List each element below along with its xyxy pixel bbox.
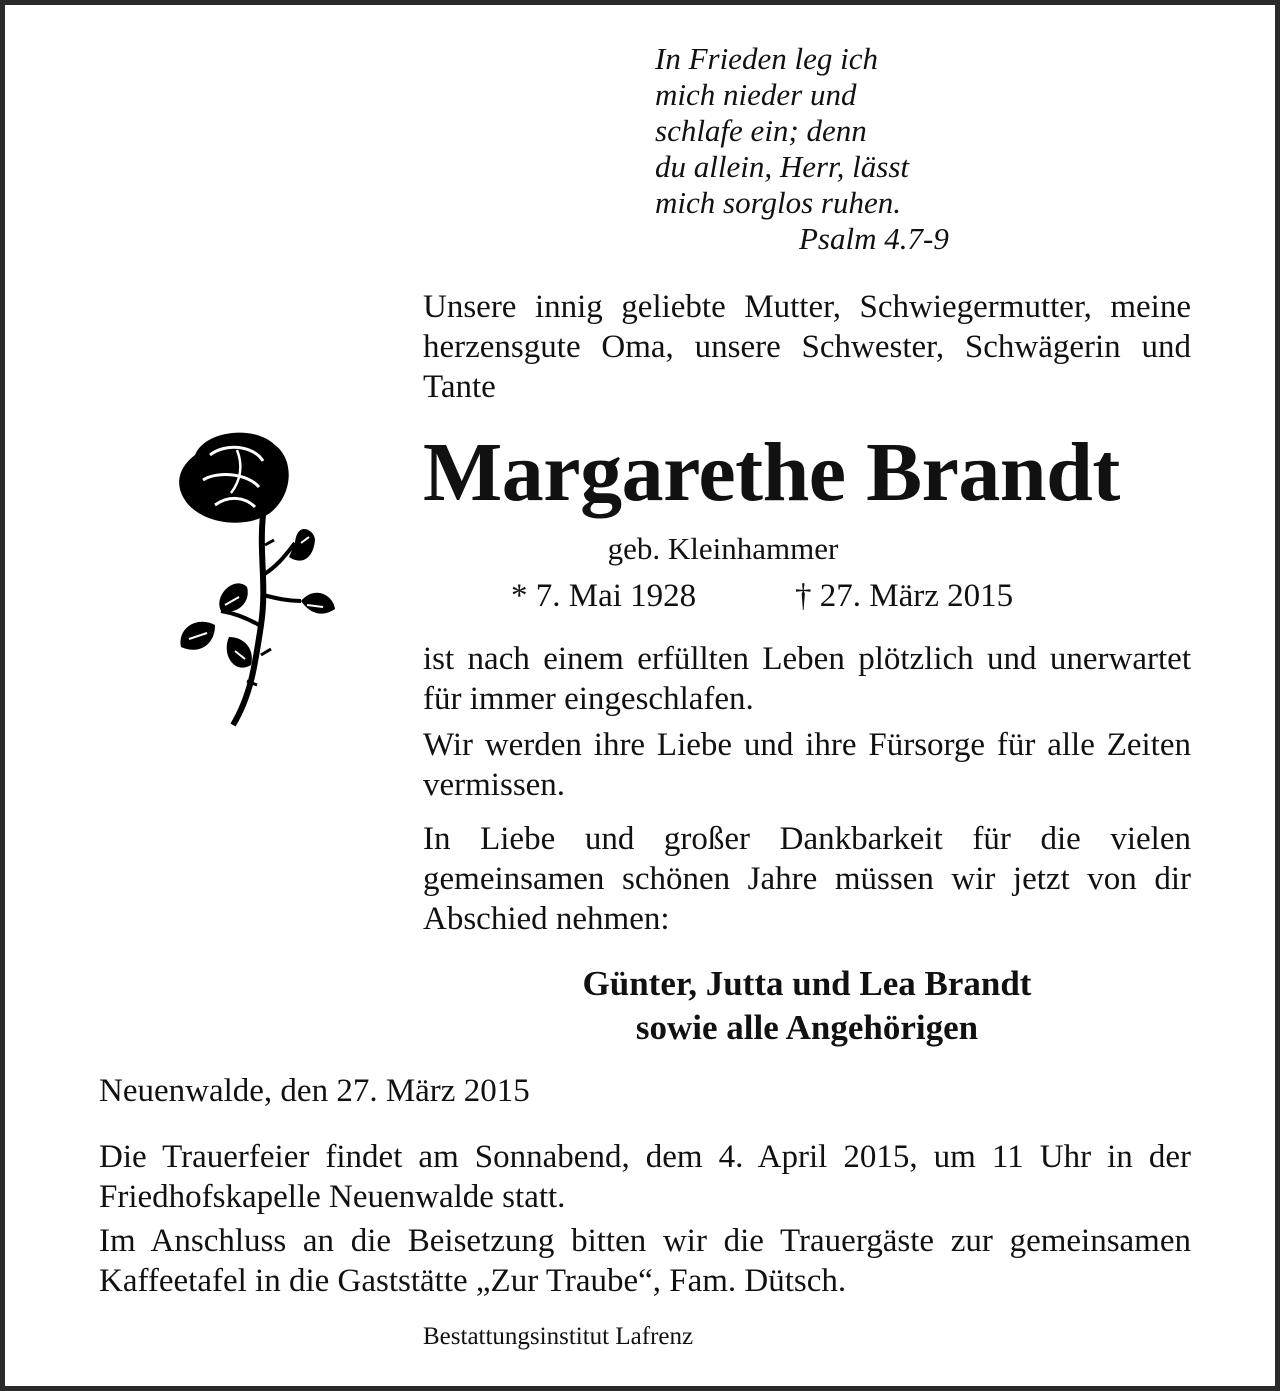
family-line: Günter, Jutta und Lea Brandt: [582, 964, 1032, 1003]
family-line: sowie alle Angehörigen: [635, 1008, 979, 1047]
psalm-reference: Psalm 4.7-9: [799, 221, 949, 256]
passage-text: ist nach einem erfüllten Leben plötzlich und unerwartet für immer eingeschlafen.: [423, 641, 1191, 717]
intro-text: Unsere innig geliebte Mutter, Schwiegermutter, meine herzensgute Oma, unsere Schwester, Schwägerin und Tante: [423, 289, 1191, 405]
psalm-line: mich nieder und: [655, 77, 857, 112]
undertaker-name: Bestattungsinstitut Lafrenz: [423, 1323, 694, 1350]
psalm-line: In Frieden leg ich: [655, 41, 878, 76]
passage-text: Wir werden ihre Liebe und ihre Fürsorge für alle Zeiten vermissen.: [423, 727, 1191, 803]
death-date: † 27. März 2015: [795, 578, 1014, 614]
reception-text: Im Anschluss an die Beisetzung bitten wir die Trauergäste zur gemeinsamen Kaffeetafel in die Gaststätte „Zur Traube“, Fam. Dütsch.: [99, 1223, 1191, 1299]
family-signature: [423, 962, 1191, 1050]
rose-icon: [155, 425, 345, 735]
psalm-line: du allein, Herr, lässt: [655, 149, 910, 184]
ceremony-text: Die Trauerfeier findet am Sonnabend, dem 4. April 2015, um 11 Uhr in der Friedhofskapelle Neuenwalde statt.: [99, 1139, 1191, 1215]
maiden-name: geb. Kleinhammer: [607, 531, 839, 566]
psalm-line: schlafe ein; denn: [655, 113, 867, 148]
psalm-line: mich sorglos ruhen.: [655, 185, 901, 220]
place-date: Neuenwalde, den 27. März 2015: [99, 1073, 530, 1109]
birth-date: * 7. Mai 1928: [511, 578, 697, 614]
deceased-name: Margarethe Brandt: [423, 426, 1120, 519]
passage-text: In Liebe und großer Dankbarkeit für die vielen gemeinsamen schönen Jahre müssen wir jetzt von dir Abschied nehmen:: [423, 821, 1191, 937]
psalm-quote: [655, 41, 975, 257]
